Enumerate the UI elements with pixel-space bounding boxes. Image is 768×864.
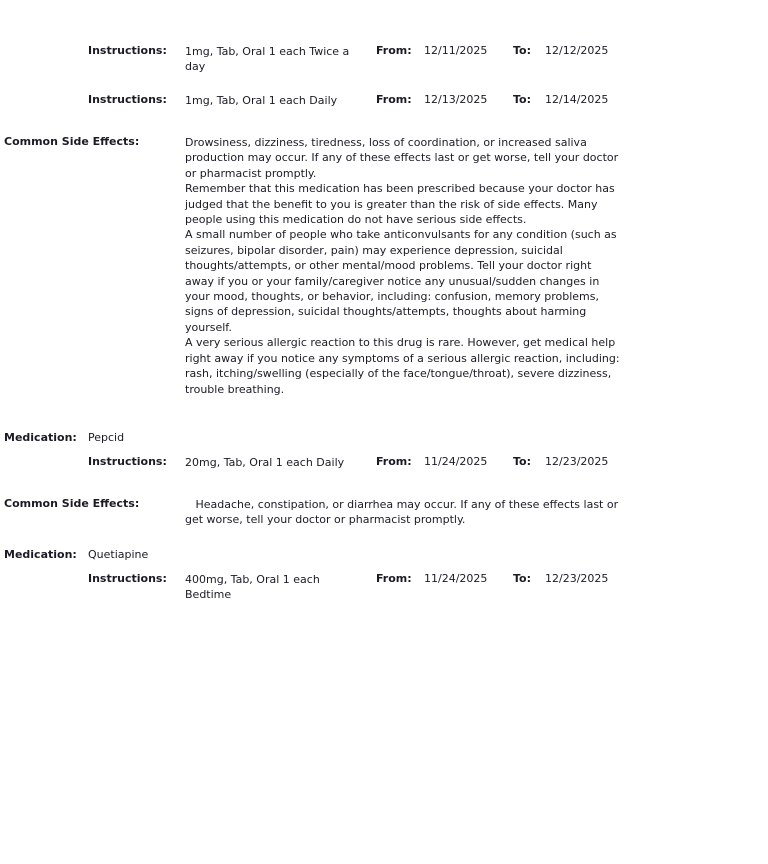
from-date: 11/24/2025 [424, 572, 488, 585]
side-effects-paragraph: A small number of people who take anticonvulsants for any condition (such as seizures, bipolar disorder, pain) may experience depression, suicidal thoughts/attempts, or other mental/mood problems. Tell your doctor right away if you or your family/caregiver notice any unusual/sudden changes in your mood, thoughts, or behavior, including: confusion, memory problems, signs of depression, suicidal thoughts/attempts, thoughts about harming yourself. [185, 228, 621, 334]
instructions-label: Instructions: [88, 455, 167, 468]
to-date: 12/23/2025 [545, 455, 609, 468]
side-effects-text [185, 497, 621, 528]
instructions-label: Instructions: [88, 572, 167, 585]
from-date: 12/13/2025 [424, 93, 488, 106]
side-effects-paragraph: Remember that this medication has been prescribed because your doctor has judged that the benefit to you is greater than the risk of side effects. Many people using this medication do not have serious side effects. [185, 182, 619, 227]
from-date: 11/24/2025 [424, 455, 488, 468]
to-label: To: [513, 93, 531, 106]
side-effects-paragraph: Drowsiness, dizziness, tiredness, loss of coordination, or increased saliva production may occur. If any of these effects last or get worse, tell your doctor or pharmacist promptly. [185, 136, 622, 180]
instructions-label: Instructions: [88, 93, 167, 106]
instructions-label: Instructions: [88, 44, 167, 57]
medication-label: Medication: [4, 548, 77, 561]
side-effects-text [185, 135, 624, 397]
medication-name: Pepcid [88, 431, 125, 444]
to-label: To: [513, 572, 531, 585]
instructions-value: 1mg, Tab, Oral 1 each Twice a day [185, 45, 350, 73]
side-effects-label: Common Side Effects: [4, 135, 140, 148]
instructions-value: 20mg, Tab, Oral 1 each Daily [185, 456, 345, 469]
side-effects-paragraph: Headache, constipation, or diarrhea may occur. If any of these effects last or get worse, tell your doctor or pharmacist promptly. [185, 498, 622, 527]
from-label: From: [376, 93, 412, 106]
from-label: From: [376, 44, 412, 57]
to-label: To: [513, 44, 531, 57]
to-date: 12/12/2025 [545, 44, 609, 57]
from-label: From: [376, 455, 412, 468]
from-label: From: [376, 572, 412, 585]
to-date: 12/14/2025 [545, 93, 609, 106]
instructions-value: 400mg, Tab, Oral 1 each Bedtime [185, 573, 320, 601]
from-date: 12/11/2025 [424, 44, 488, 57]
to-date: 12/23/2025 [545, 572, 609, 585]
side-effects-paragraph: A very serious allergic reaction to this drug is rare. However, get medical help right away if you notice any symptoms of a serious allergic reaction, including: rash, itching/swelling (especially of the face/tongue/throat), severe dizziness, trouble breathing. [185, 336, 624, 396]
side-effects-label: Common Side Effects: [4, 497, 140, 510]
to-label: To: [513, 455, 531, 468]
medication-name: Quetiapine [88, 548, 149, 561]
instructions-value: 1mg, Tab, Oral 1 each Daily [185, 94, 338, 107]
medication-label: Medication: [4, 431, 77, 444]
